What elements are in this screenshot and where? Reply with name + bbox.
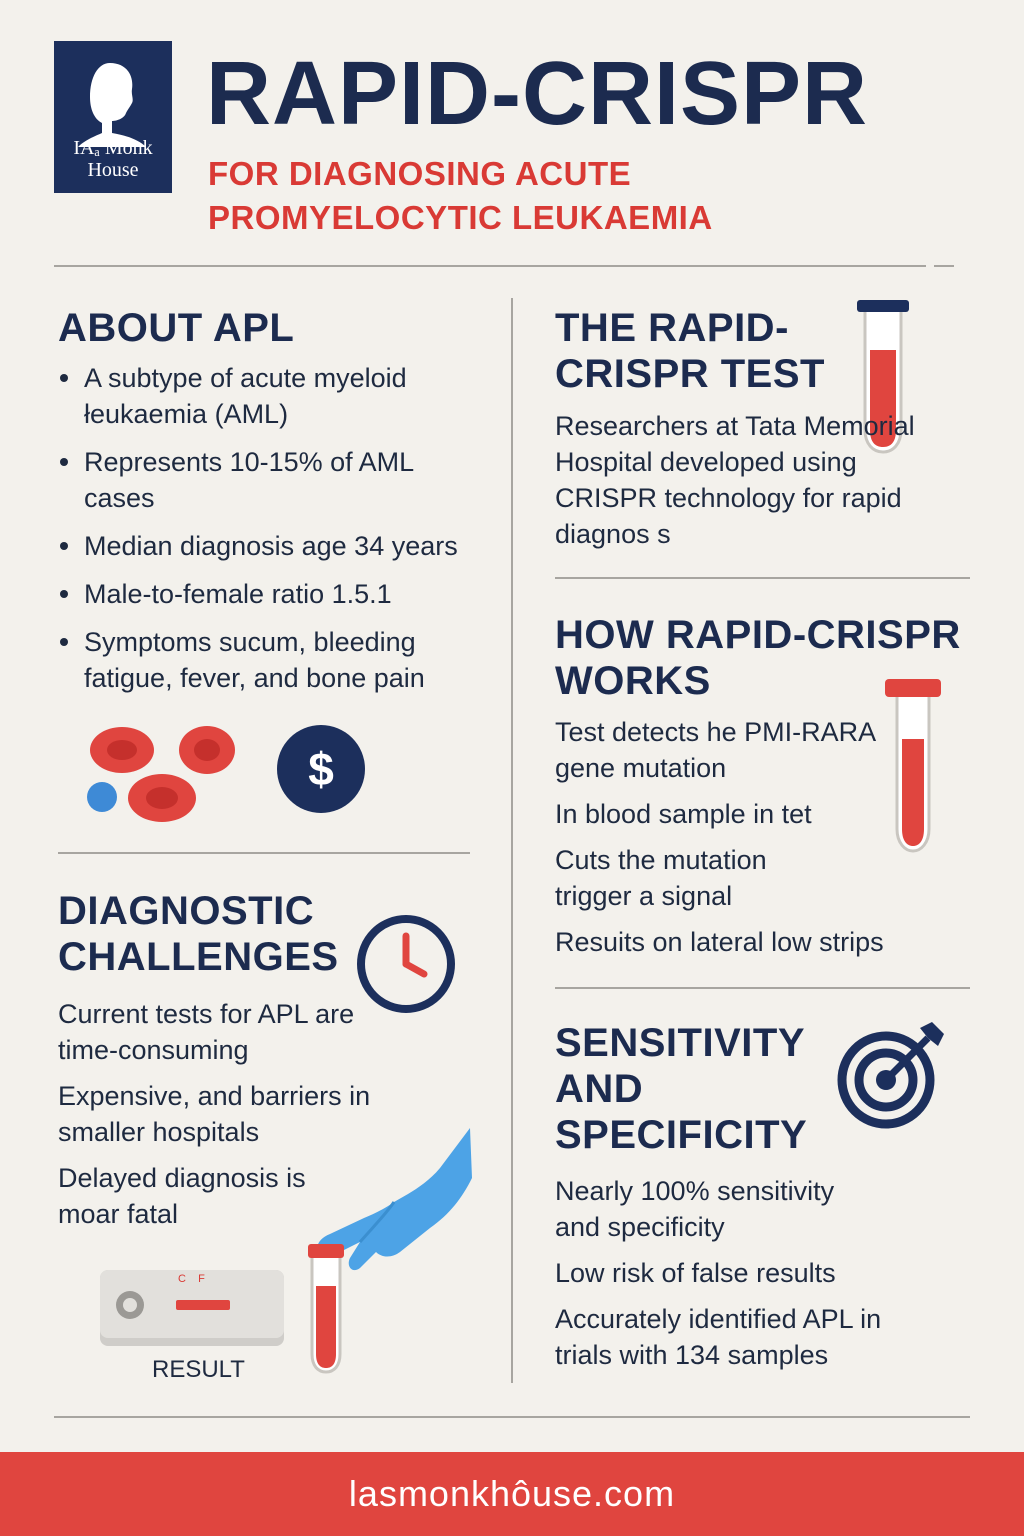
challenges-heading-line1: DIAGNOSTIC — [58, 889, 315, 933]
paragraph: Low risk of false results — [555, 1258, 836, 1288]
logo — [54, 41, 172, 193]
divider-vertical — [511, 298, 513, 1383]
list-item: Symptoms sucum, bleeding fatigue, fever, and bone pain — [58, 624, 488, 696]
page-subtitle: FOR DIAGNOSING ACUTE PROMYELOCYTIC LEUKAEMIA — [208, 155, 713, 236]
paragraph: Delayed diagnosis is moar fatal — [58, 1163, 306, 1229]
divider-top-stub — [934, 265, 954, 267]
page-title: RAPID-CRISPR — [206, 44, 869, 144]
sensitivity-heading-line3: SPECIFICITY — [555, 1113, 808, 1157]
footer — [0, 1452, 1024, 1536]
divider-bottom — [54, 1416, 970, 1418]
paragraph: Expensive, and barriers in smaller hospitals — [58, 1081, 371, 1147]
about-list-wrap — [58, 360, 488, 708]
dollar-icon — [276, 724, 366, 814]
about-heading: ABOUT APL — [58, 306, 295, 350]
challenges-heading — [58, 888, 339, 980]
strip-letters: C F — [178, 1273, 205, 1285]
divider-left — [58, 852, 470, 854]
sensitivity-heading — [555, 1020, 807, 1158]
head-silhouette-icon — [72, 57, 152, 147]
sensitivity-heading-line2: AND — [555, 1067, 644, 1111]
svg-text:$: $ — [308, 743, 334, 795]
logo-line2: House — [87, 159, 139, 181]
works-heading-line1: HOW RAPID-CRISPR — [555, 613, 961, 657]
list-item: Represents 10-15% of AML cases — [58, 444, 488, 516]
test-heading-line1: THE RAPID- — [555, 306, 789, 350]
test-text: Researchers at Tata Memorial Hospital developed using CRISPR technology for rapid diagnos s — [555, 411, 915, 549]
list-item: Male-to-female ratio 1.5.1 — [58, 576, 488, 612]
paragraph: Current tests for APL are time-consuming — [58, 999, 355, 1065]
sensitivity-heading-line1: SENSITIVITY — [555, 1021, 805, 1065]
list-item: A subtype of acute myeloid łeukaemia (AML) — [58, 360, 488, 432]
test-heading-line2: CRISPR TEST — [555, 352, 825, 396]
paragraph: In blood sample in tet — [555, 799, 812, 829]
result-label: RESULT — [152, 1356, 245, 1383]
target-icon — [836, 1018, 948, 1130]
blood-cells-icon — [82, 720, 252, 830]
logo-line1: IAₐ Monk — [73, 137, 153, 159]
footer-url[interactable]: lasmonkhôuse.com — [348, 1473, 676, 1514]
paragraph: Cuts the mutation trigger a signal — [555, 845, 767, 911]
divider-top — [54, 265, 926, 267]
works-text — [555, 714, 895, 970]
about-list — [58, 360, 488, 696]
sensitivity-text — [555, 1173, 885, 1383]
challenges-heading-line2: CHALLENGES — [58, 935, 339, 979]
list-item: Median diagnosis age 34 years — [58, 528, 488, 564]
test-tube-icon — [302, 1240, 350, 1376]
divider-right-2 — [555, 987, 970, 989]
paragraph: Accurately identified APL in trials with 134 samples — [555, 1304, 882, 1370]
works-heading-line2: WORKS — [555, 659, 711, 703]
test-heading — [555, 305, 825, 397]
paragraph: Test detects he PMI-RARA gene mutation — [555, 717, 875, 783]
divider-right-1 — [555, 577, 970, 579]
paragraph: Nearly 100% sensitivity and specificity — [555, 1176, 835, 1242]
paragraph: Resuits on lateral low strips — [555, 927, 884, 957]
